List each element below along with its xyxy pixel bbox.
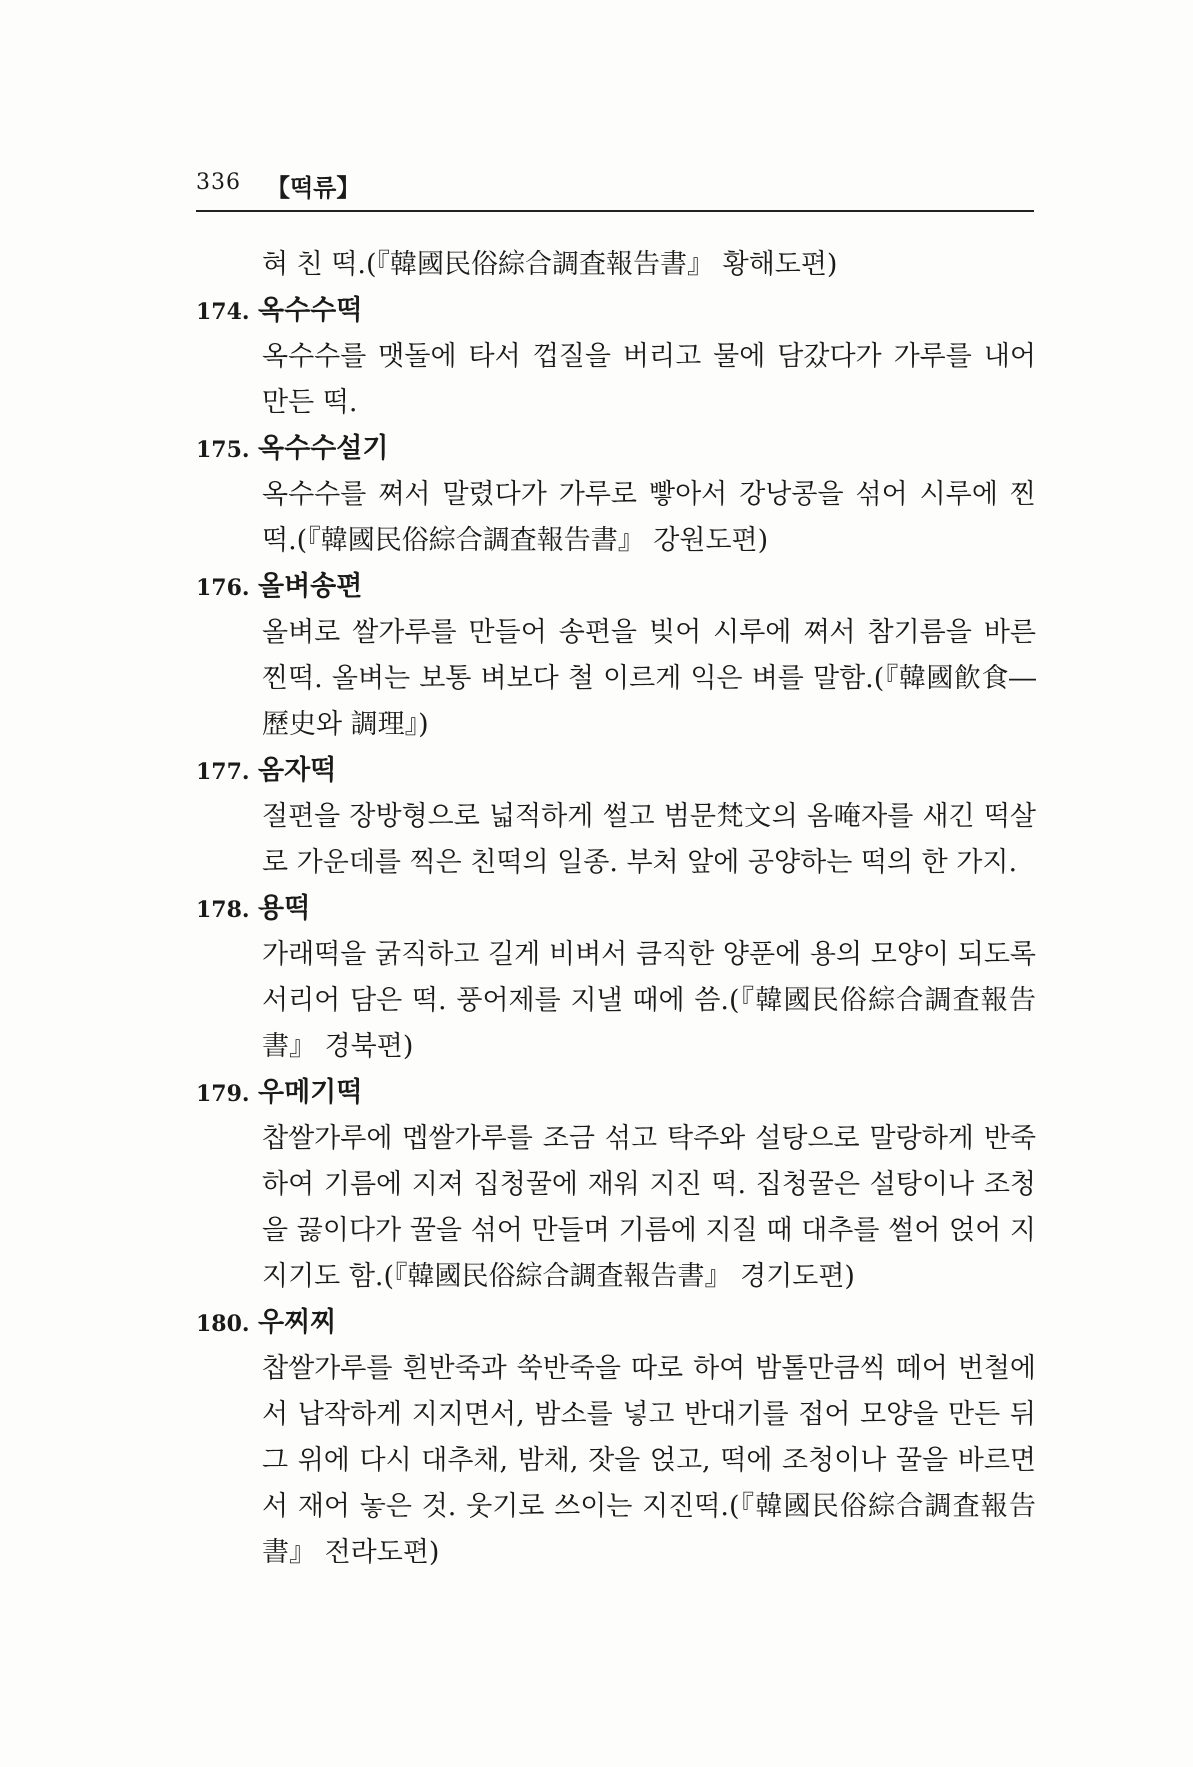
entry-heading [196, 886, 1036, 932]
entry-number: 174. [196, 299, 250, 325]
entry-title: 옴자떡 [258, 755, 337, 786]
entry-174 [196, 288, 1036, 426]
entry-body: 옥수수를 맷돌에 타서 껍질을 버리고 물에 담갔다가 가루를 내어 만든 떡. [262, 341, 1036, 418]
page-number: 336 [196, 170, 241, 195]
entry-number: 178. [196, 897, 250, 923]
page-body [196, 242, 1036, 1576]
entry-heading [196, 426, 1036, 472]
entry-number: 177. [196, 759, 250, 785]
entry-title: 우찌찌 [258, 1307, 337, 1338]
running-head: 【떡류】 [266, 173, 361, 202]
entry-number: 179. [196, 1081, 250, 1107]
entry-title: 올벼송편 [258, 571, 363, 602]
entry-175 [196, 426, 1036, 564]
entry-177 [196, 748, 1036, 886]
page-header [196, 160, 1034, 212]
entry-number: 175. [196, 437, 250, 463]
entry-heading [196, 288, 1036, 334]
entry-heading [196, 564, 1036, 610]
entry-title: 옥수수설기 [258, 433, 389, 464]
entry-body: 가래떡을 굵직하고 길게 비벼서 큼직한 양푼에 용의 모양이 되도록 서리어 담은 떡. 풍어제를 지낼 때에 씀.(『韓國民俗綜合調査報告書』 경북편) [262, 939, 1036, 1062]
entry-body: 절편을 장방형으로 넓적하게 썰고 범문梵文의 옴唵자를 새긴 떡살로 가운데를 찍은 친떡의 일종. 부처 앞에 공양하는 떡의 한 가지. [262, 801, 1036, 878]
entry-number: 180. [196, 1311, 250, 1337]
entry-body: 찹쌀가루에 멥쌀가루를 조금 섞고 탁주와 설탕으로 말랑하게 반죽하여 기름에 지져 집청꿀에 재워 지진 떡. 집청꿀은 설탕이나 조청을 끓이다가 꿀을 섞어 만들며 기름에 지질 때 대추를 썰어 얹어 지지기도 함.(『韓國民俗綜合調査報告書』 경기도편) [262, 1123, 1036, 1292]
entry-heading [196, 1300, 1036, 1346]
entry-178 [196, 886, 1036, 1070]
entry-179 [196, 1070, 1036, 1300]
entry-title: 옥수수떡 [258, 295, 363, 326]
continued-text: 혀 친 떡.(『韓國民俗綜合調査報告書』 황해도편) [262, 249, 838, 280]
entry-180 [196, 1300, 1036, 1576]
entry-number: 176. [196, 575, 250, 601]
entry-title: 우메기떡 [258, 1077, 363, 1108]
entry-title: 용떡 [258, 893, 311, 924]
entry-body: 옥수수를 쪄서 말렸다가 가루로 빻아서 강낭콩을 섞어 시루에 찐 떡.(『韓國民俗綜合調査報告書』 강원도편) [262, 479, 1036, 556]
entry-heading [196, 748, 1036, 794]
entry-176 [196, 564, 1036, 748]
entry-heading [196, 1070, 1036, 1116]
entry-body: 올벼로 쌀가루를 만들어 송편을 빚어 시루에 쪄서 참기름을 바른 찐떡. 올벼는 보통 벼보다 철 이르게 익은 벼를 말함.(『韓國飮食―歷史와 調理』) [262, 617, 1036, 740]
entry-body: 찹쌀가루를 흰반죽과 쑥반죽을 따로 하여 밤톨만큼씩 떼어 번철에서 납작하게 지지면서, 밤소를 넣고 반대기를 접어 모양을 만든 뒤 그 위에 다시 대추채, 밤채, 잣을 얹고, 떡에 조청이나 꿀을 바르면서 재어 놓은 것. 웃기로 쓰이는 지진떡.(『韓國民俗綜合調査報告書』 전라도편) [262, 1353, 1036, 1568]
